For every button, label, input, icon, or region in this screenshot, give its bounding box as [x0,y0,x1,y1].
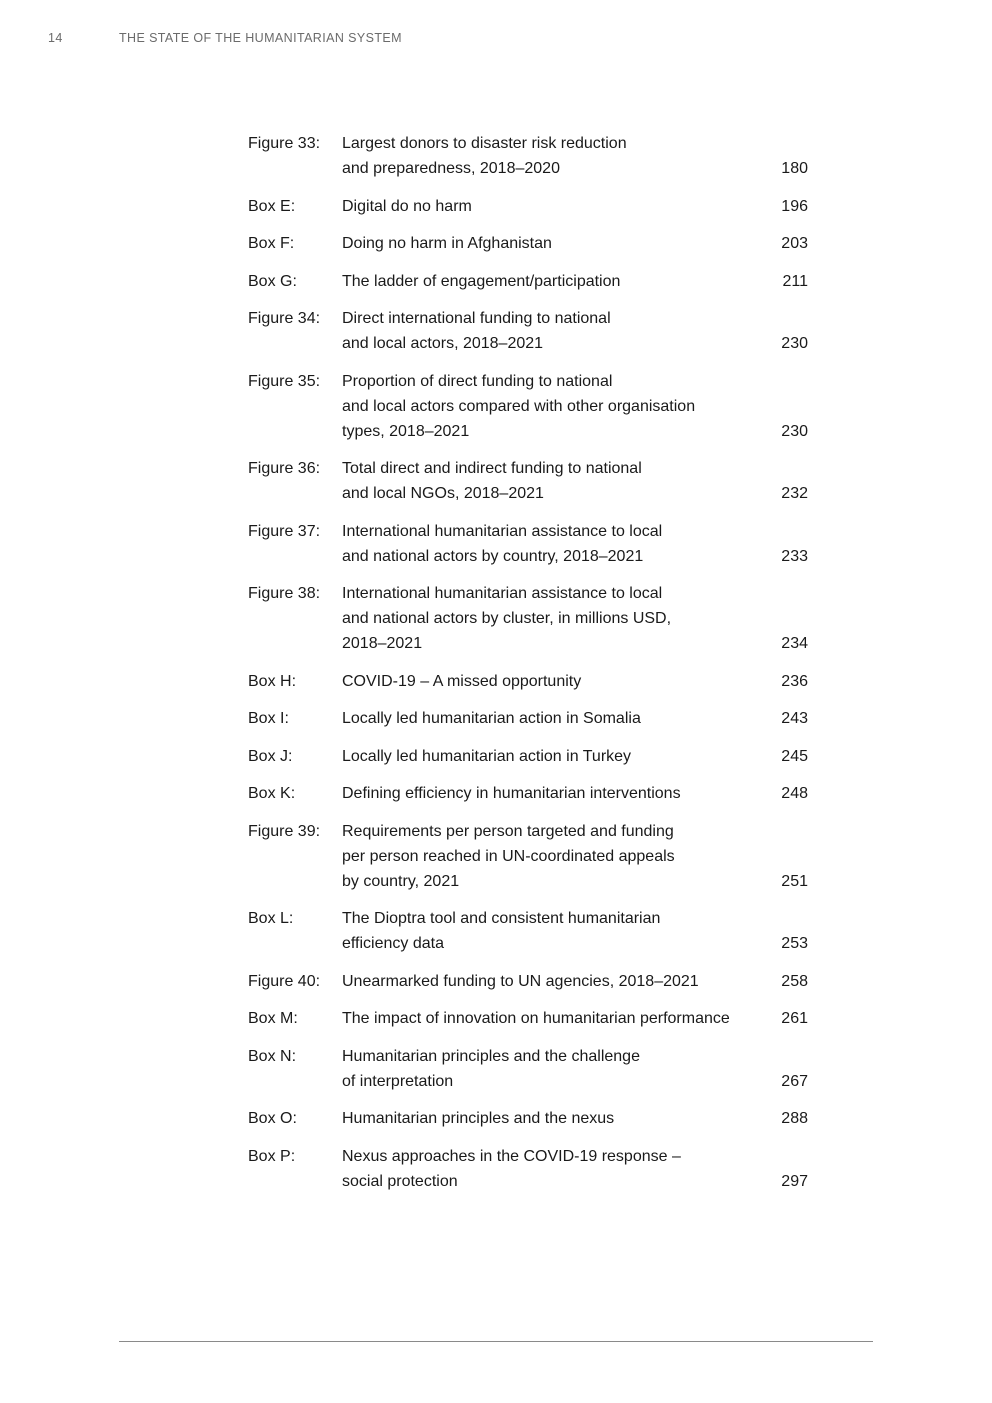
entry-title-line: and national actors by cluster, in millions USD, [342,610,672,627]
entry-title-line: Nexus approaches in the COVID-19 response – [342,1147,681,1165]
entry-page-number: 230 [781,335,808,352]
entry-title-line: of interpretation [342,1072,454,1090]
entry-title [342,706,766,731]
entry-title [342,1106,766,1131]
entry-title-line: and national actors by country, 2018–2021 [342,547,644,565]
entry-title-line: Largest donors to disaster risk reduction [342,135,627,152]
entry-label: Figure 34: [248,310,321,327]
list-of-figures-and-boxes [248,131,808,1206]
toc-entry [248,306,808,356]
entry-title [342,369,766,444]
running-header [48,31,402,45]
entry-label: Box E: [248,197,296,215]
entry-page-number: 267 [781,1072,808,1090]
entry-title-line: and local actors compared with other organisation [342,397,696,415]
toc-entry [248,969,808,994]
entry-title [342,1044,766,1094]
toc-entry [248,456,808,506]
toc-entry [248,819,808,894]
toc-entry [248,131,808,181]
entry-page-number: 245 [781,747,808,765]
entry-label: Figure 37: [248,522,321,540]
entry-title-line: Direct international funding to national [342,310,611,327]
entry-title [342,1006,766,1031]
entry-page-number: 261 [781,1010,808,1027]
entry-title [342,581,766,656]
toc-entry [248,781,808,806]
entry-title [342,744,766,769]
entry-title-line: and local NGOs, 2018–2021 [342,485,544,502]
toc-entry [248,194,808,219]
entry-title [342,194,766,219]
entry-page-number: 258 [781,972,808,990]
entry-title [342,906,766,956]
entry-label: Figure 33: [248,135,321,152]
entry-title-line: Humanitarian principles and the nexus [342,1110,615,1127]
toc-entry [248,1144,808,1194]
entry-page-number: 248 [781,785,808,802]
entry-title-line: International humanitarian assistance to local [342,522,663,540]
entry-title-line: The ladder of engagement/participation [342,272,621,290]
entry-label: Box N: [248,1047,297,1065]
entry-title [342,131,766,181]
entry-label: Figure 39: [248,822,321,840]
running-title: THE STATE OF THE HUMANITARIAN SYSTEM [119,31,402,45]
entry-title-line: 2018–2021 [342,635,423,652]
entry-label: Box L: [248,910,294,927]
entry-label: Figure 38: [248,585,321,602]
entry-title-line: Proportion of direct funding to national [342,372,613,390]
entry-title [342,781,766,806]
toc-entry [248,581,808,656]
entry-page-number: 236 [781,672,808,690]
entry-page-number: 243 [781,710,808,727]
entry-label: Box P: [248,1147,296,1165]
entry-title [342,306,766,356]
entry-title-line: Locally led humanitarian action in Turkey [342,747,632,765]
toc-entry [248,744,808,769]
entry-title-line: social protection [342,1172,458,1190]
entry-title-line: COVID-19 – A missed opportunity [342,672,582,690]
entry-page-number: 211 [782,272,808,290]
toc-entry [248,669,808,694]
entry-page-number: 180 [781,160,808,177]
entry-title-line: Locally led humanitarian action in Somalia [342,710,641,727]
toc-entry [248,906,808,956]
entry-page-number: 297 [781,1172,808,1190]
entry-page-number: 230 [781,422,808,440]
entry-title [342,456,766,506]
entry-label: Box H: [248,672,297,690]
footer-divider [119,1341,873,1342]
entry-label: Box F: [248,235,295,252]
entry-page-number: 203 [781,235,808,252]
entry-title-line: and local actors, 2018–2021 [342,335,544,352]
entry-title [342,519,766,569]
entry-title-line: The Dioptra tool and consistent humanitarian [342,910,661,927]
entry-title-line: Requirements per person targeted and funding [342,822,674,840]
entry-title-line: per person reached in UN-coordinated appeals [342,847,675,865]
entry-title-line: Digital do no harm [342,197,472,215]
toc-entry [248,1106,808,1131]
entry-page-number: 233 [781,547,808,565]
toc-entry [248,231,808,256]
entry-label: Box J: [248,747,293,765]
entry-title-line: International humanitarian assistance to local [342,585,663,602]
page-number: 14 [48,31,63,45]
entry-label: Box I: [248,710,289,727]
entry-title [342,969,766,994]
entry-title [342,231,766,256]
entry-title-line: efficiency data [342,935,444,952]
entry-title-line: Doing no harm in Afghanistan [342,235,552,252]
entry-page-number: 253 [781,935,808,952]
toc-entry [248,369,808,444]
toc-entry [248,269,808,294]
toc-entry [248,519,808,569]
entry-title-line: by country, 2021 [342,872,460,890]
entry-title-line: Unearmarked funding to UN agencies, 2018–2021 [342,972,699,990]
toc-entry [248,1006,808,1031]
entry-page-number: 232 [781,485,808,502]
entry-label: Box O: [248,1110,297,1127]
entry-title-line: Humanitarian principles and the challenge [342,1047,640,1065]
entry-label: Box M: [248,1010,298,1027]
entry-title-line: Defining efficiency in humanitarian interventions [342,785,681,802]
entry-label: Figure 36: [248,460,321,477]
entry-page-number: 234 [781,635,808,652]
entry-page-number: 196 [781,197,808,215]
entry-page-number: 251 [781,872,808,890]
entry-title [342,1144,766,1194]
entry-title-line: The impact of innovation on humanitarian performance [342,1010,730,1027]
entry-title-line: types, 2018–2021 [342,422,470,440]
entry-title [342,269,766,294]
entry-title [342,669,766,694]
entry-title-line: Total direct and indirect funding to national [342,460,642,477]
entry-label: Box K: [248,785,296,802]
entry-label: Figure 40: [248,972,321,990]
toc-entry [248,706,808,731]
entry-label: Figure 35: [248,372,321,390]
entry-page-number: 288 [781,1110,808,1127]
entry-title-line: and preparedness, 2018–2020 [342,160,560,177]
entry-title [342,819,766,894]
toc-entry [248,1044,808,1094]
entry-label: Box G: [248,272,297,290]
